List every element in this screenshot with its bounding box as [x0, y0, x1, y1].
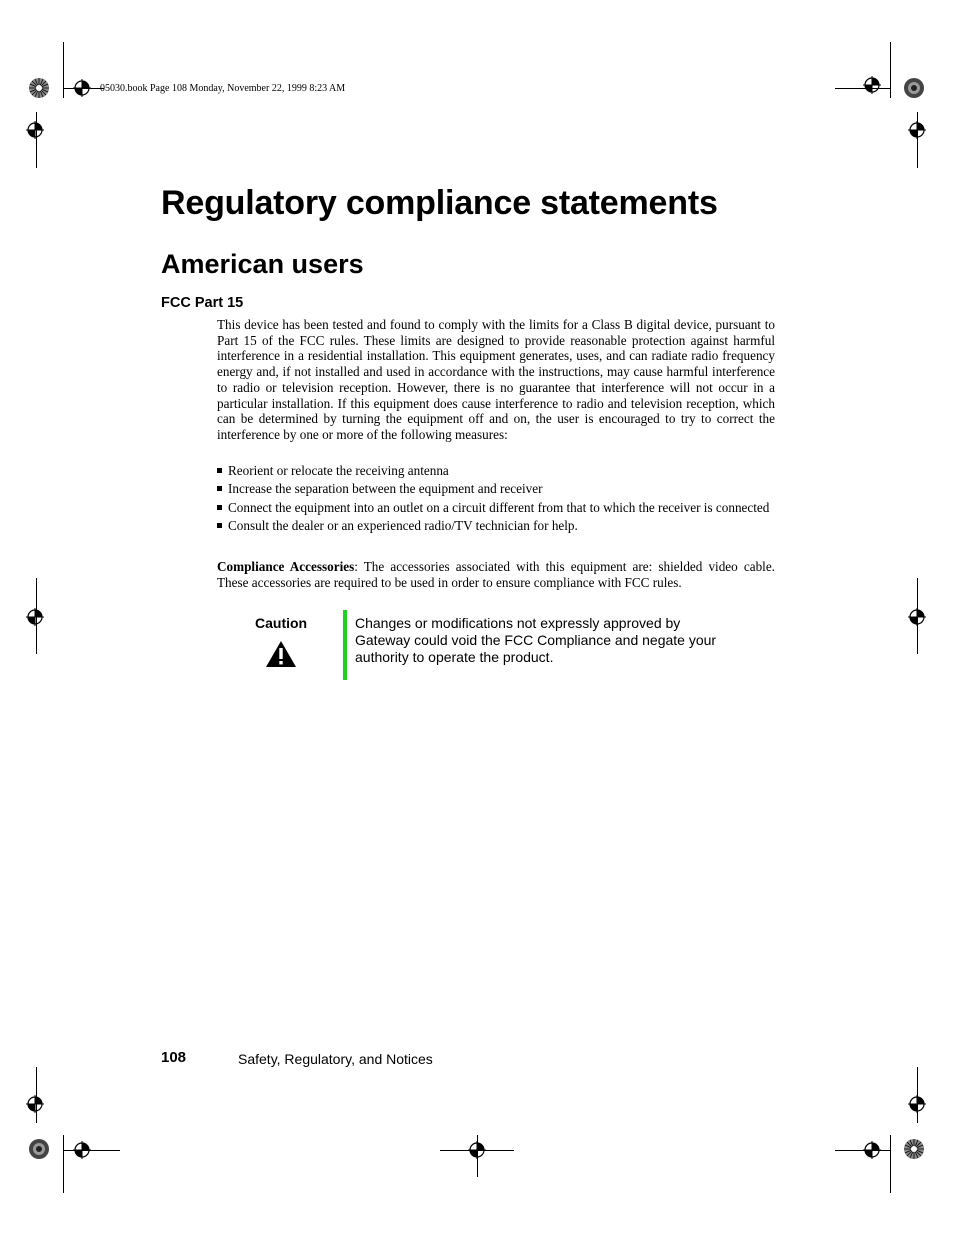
page-title: Regulatory compliance statements [161, 184, 718, 222]
bullet-square-icon [217, 468, 222, 473]
crop-line [890, 42, 891, 98]
list-item-text: Reorient or relocate the receiving antenna [228, 463, 449, 478]
list-item-text: Connect the equipment into an outlet on a circuit different from that to which the receiver is connected [228, 499, 770, 515]
starburst-mark-icon [903, 1138, 925, 1160]
registration-target-icon [468, 1141, 486, 1159]
starburst-mark-icon [28, 77, 50, 99]
registration-target-icon [863, 76, 881, 94]
bullet-square-icon [217, 523, 222, 528]
starburst-mark-icon [28, 1138, 50, 1160]
registration-target-icon [26, 608, 44, 626]
fcc-intro-paragraph: This device has been tested and found to comply with the limits for a Class B digital device, pursuant to Part 15 of the FCC rules. These limits are designed to provide reasonable protection against harmful interference in a residential installation. This equipment generates, uses, and can radiate radio frequency energy and, if not installed and used in accordance with the instructions, may cause harmful interference to radio or television reception. However, there is no guarantee that interference will not occur in a particular installation. If this equipment does cause interference to radio and television reception, which can be determined by turning the equipment off and on, the user is encouraged to try to correct the interference by one or more of the following measures: [217, 317, 775, 442]
registration-target-icon [26, 121, 44, 139]
footer-section-name: Safety, Regulatory, and Notices [238, 1051, 433, 1067]
list-item [217, 518, 775, 534]
registration-target-icon [73, 79, 91, 97]
list-item [217, 500, 775, 516]
bullet-square-icon [217, 505, 222, 510]
measures-list [217, 463, 775, 537]
compliance-accessories-text: : The accessories associated with this equipment are: shielded video cable. These accessories are required to be used in order to ensure compliance with FCC rules. [217, 559, 775, 590]
starburst-mark-icon [903, 77, 925, 99]
caution-text: Changes or modifications not expressly approved by Gateway could void the FCC Compliance and negate your authority to operate the product. [355, 615, 717, 665]
list-item [217, 481, 775, 497]
registration-target-icon [908, 608, 926, 626]
registration-target-icon [26, 1095, 44, 1113]
registration-target-icon [73, 1141, 91, 1159]
page-number: 108 [161, 1049, 187, 1066]
registration-target-icon [908, 121, 926, 139]
caution-label: Caution [255, 615, 308, 631]
crop-line [63, 42, 64, 98]
caution-divider-bar [343, 610, 347, 680]
crop-line [63, 1135, 64, 1193]
compliance-accessories-label: Compliance Accessories [217, 559, 355, 574]
print-slug: 05030.book Page 108 Monday, November 22, 1999 8:23 AM [100, 83, 346, 94]
list-item-text: Increase the separation between the equipment and receiver [228, 481, 543, 497]
section-heading: American users [161, 249, 364, 279]
warning-triangle-icon [265, 640, 297, 668]
list-item-text: Consult the dealer or an experienced radio/TV technician for help. [228, 518, 578, 534]
bullet-square-icon [217, 486, 222, 491]
registration-target-icon [908, 1095, 926, 1113]
crop-line [890, 1135, 891, 1193]
compliance-accessories-paragraph [217, 559, 775, 590]
list-item [217, 463, 775, 479]
registration-target-icon [863, 1141, 881, 1159]
subsection-heading: FCC Part 15 [161, 295, 244, 311]
